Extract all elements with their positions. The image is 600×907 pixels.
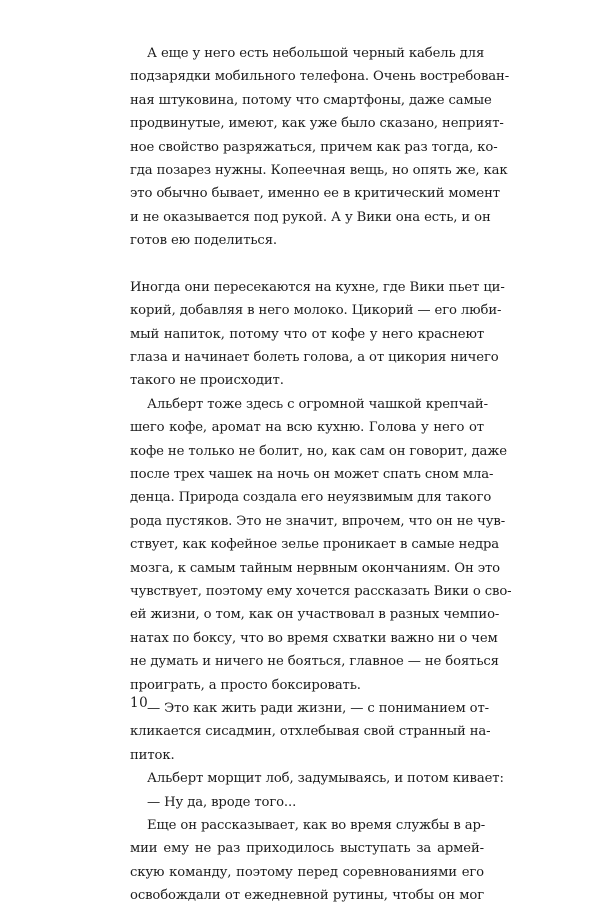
text-line: глаза и начинает болеть голова, а от цикория ничего [130,350,499,366]
paragraph [130,767,504,790]
text-line: продвинутые, имеют, как уже было сказано, неприят- [130,116,504,132]
text-line: корий, добавляя в него молоко. Цикорий — его люби- [130,303,502,319]
text-line: шего кофе, аромат на всю кухню. Голова у него от [130,420,484,436]
page-number: 10 [130,695,149,711]
paragraph [130,697,491,767]
text-line: — Ну да, вроде того... [147,794,297,810]
text-line: такого не происходит. [130,373,284,389]
text-line: натах по боксу, что во время схватки важно ни о чем [130,630,498,646]
paragraph [130,393,512,697]
text-line: мии ему не раз приходилось выступать за армей- [130,841,484,857]
text-line: А еще у него есть небольшой черный кабель для [147,46,485,61]
text-line: чувствует, поэтому ему хочется рассказать Вики о сво- [130,583,512,599]
text-line: мозга, к самым тайным нервным окончаниям. Он это [130,560,500,576]
text-line: после трех чашек на ночь он может спать сном мла- [130,467,494,483]
text-line: Альберт тоже здесь с огромной чашкой крепчай- [147,396,488,412]
text-line: рода пустяков. Это не значит, впрочем, что он не чув- [130,513,506,529]
text-line: ное свойство разряжаться, причем как раз тогда, ко- [130,139,498,155]
text-line: ствует, как кофейное зелье проникает в самые недра [130,537,500,553]
paragraph [130,276,505,393]
text-line: Еще он рассказывает, как во время службы в ар- [147,817,486,833]
body-text [130,42,512,907]
text-line: освобождали от ежедневной рутины, чтобы он мог [130,888,484,904]
text-line: и не оказывается под рукой. А у Вики она есть, и он [130,209,491,225]
text-line: готов ею поделиться. [130,233,277,249]
paragraph [130,791,484,814]
text-line: проиграть, а просто боксировать. [130,677,361,693]
paragraph [130,814,484,907]
text-line: кофе не только не болит, но, как сам он говорит, даже [130,443,507,459]
text-line: это обычно бывает, именно ее в критический момент [130,186,500,202]
text-line: гда позарез нужны. Копеечная вещь, но опять же, как [130,162,508,178]
text-line: денца. Природа создала его неуязвимым для такого [130,490,492,506]
text-line: Альберт морщит лоб, задумываясь, и потом кивает: [147,771,504,787]
paragraph [130,42,510,253]
text-line: Иногда они пересекаются на кухне, где Вики пьет ци- [130,279,505,295]
book-page [130,42,512,907]
text-line: — Это как жить ради жизни, — с пониманием от- [147,700,490,716]
text-line: скую команду, поэтому перед соревнованиями его [130,864,484,880]
text-line: ная штуковина, потому что смартфоны, даже самые [130,92,492,108]
text-line: кликается сисадмин, отхлебывая свой странный на- [130,724,491,740]
text-line: питок. [130,747,175,763]
text-line: подзарядки мобильного телефона. Очень востребован- [130,69,510,85]
text-line: не думать и ничего не бояться, главное — не бояться [130,654,499,670]
paragraph-break [130,253,484,276]
text-line: ей жизни, о том, как он участвовал в разных чемпио- [130,607,500,623]
text-line: мый напиток, потому что от кофе у него краснеют [130,326,484,342]
